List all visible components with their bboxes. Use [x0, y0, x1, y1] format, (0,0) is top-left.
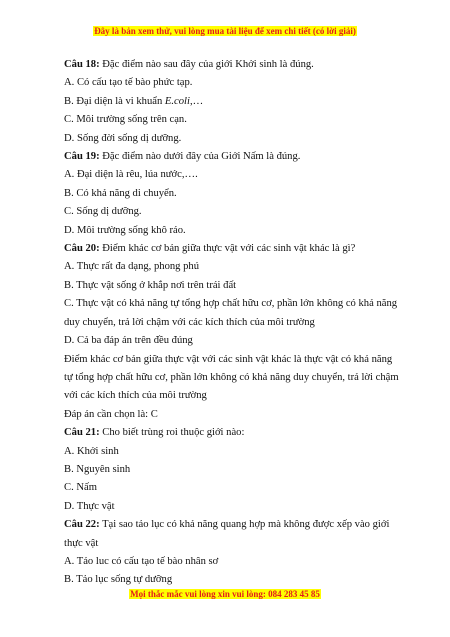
option-b: B. Tảo lục sống tự dưỡng: [64, 574, 173, 586]
question-text: Tại sao tảo lục có khả năng quang hợp mà không được xếp vào giới thực vật: [64, 519, 390, 549]
question-label: Câu 19:: [64, 151, 100, 163]
option-d: D. Sống đời sống dị dưỡng.: [64, 132, 182, 144]
preview-notice-banner: [0, 26, 450, 36]
explanation: Điểm khác cơ bản giữa thực vật với các sinh vật khác là thực vật có khả năng tự tổng hợp chất hữu cơ, phần lớn không có khả năng duy chuyển, trả lời chậm với các kích thích của môi trường: [64, 353, 399, 402]
option-suffix: ,…: [189, 95, 204, 107]
option-d: D. Thực vật: [64, 500, 115, 512]
option-b: B. Nguyên sinh: [64, 463, 131, 475]
question-label: Câu 22:: [64, 519, 100, 531]
option-b: B. Có khả năng di chuyển.: [64, 187, 177, 199]
option-a: A. Thực rất đa dạng, phong phú: [64, 261, 199, 273]
option-a: A. Có cấu tạo tế bào phức tạp.: [64, 77, 193, 89]
option-d: D. Môi trường sống khô ráo.: [64, 224, 186, 236]
question-label: Câu 20:: [64, 243, 100, 255]
option-text: B. Đại diện là vi khuẩn: [64, 95, 165, 107]
option-b: B. Thực vật sống ở khắp nơi trên trái đất: [64, 279, 237, 291]
option-a: A. Đại diện là rêu, lúa nước,….: [64, 169, 198, 181]
option-c: C. Nấm: [64, 482, 97, 494]
answer: Đáp án cần chọn là: C: [64, 408, 158, 420]
option-a: A. Khởi sinh: [64, 445, 119, 457]
question-label: Câu 18:: [64, 59, 100, 70]
option-b: [64, 93, 400, 111]
question-text: Cho biết trùng roi thuộc giới nào:: [99, 427, 245, 439]
option-c: C. Sống dị dưỡng.: [64, 206, 142, 218]
contact-text: Mọi thắc mắc vui lòng xin vui lòng: 084 283 45 85: [130, 589, 320, 599]
question-21: [64, 424, 400, 442]
question-text: Điểm khác cơ bản giữa thực vật với các sinh vật khác là gì?: [99, 243, 356, 255]
question-22: [64, 516, 400, 553]
option-d: D. Cả ba đáp án trên đều đúng: [64, 335, 193, 347]
preview-notice-text: Đây là bản xem thử, vui lòng mua tài liệu để xem chi tiết (có lời giải): [94, 26, 356, 36]
question-20: [64, 240, 400, 258]
option-c: C. Môi trường sống trên cạn.: [64, 114, 187, 126]
question-18: [64, 56, 400, 74]
question-19: [64, 148, 400, 166]
document-body: [64, 56, 400, 590]
option-c: C. Thực vật có khả năng tự tổng hợp chất hữu cơ, phần lớn không có khả năng duy chuyển, trả lời chậm với các kích thích của môi trường: [64, 298, 398, 328]
contact-banner: [0, 589, 450, 599]
question-text: Đặc điểm nào sau đây của giới Khởi sinh là đúng.: [99, 59, 314, 70]
option-a: A. Tảo luc có cấu tạo tế bào nhân sơ: [64, 555, 219, 567]
question-label: Câu 21:: [64, 427, 100, 439]
question-text: Đặc điểm nào dưới đây của Giới Nấm là đúng.: [99, 151, 301, 163]
species-name: E.coli: [164, 95, 190, 107]
